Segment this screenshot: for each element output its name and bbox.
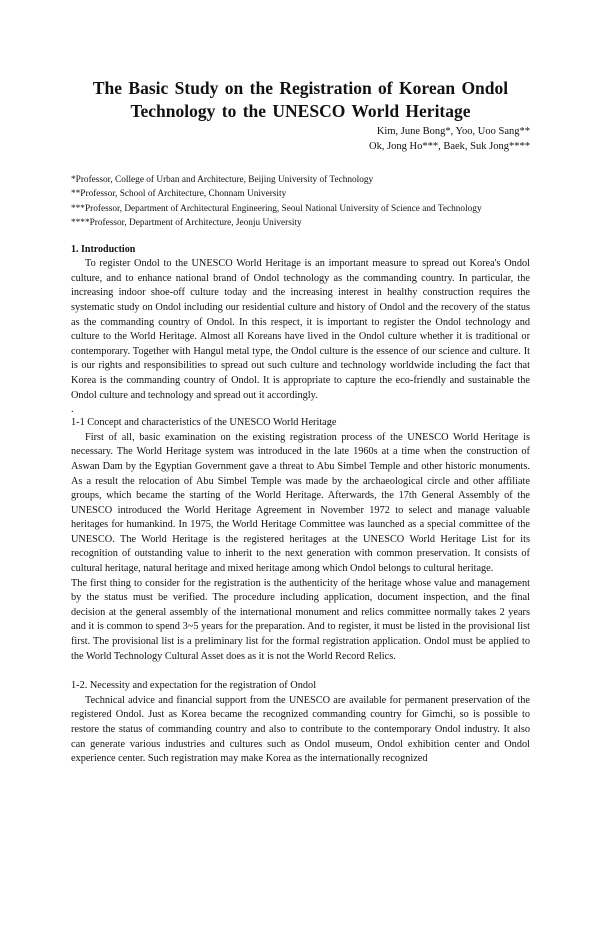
stray-dot: . xyxy=(71,404,74,416)
author-list xyxy=(71,124,530,154)
section-1-1-heading: 1-1 Concept and characteristics of the UNESCO World Heritage xyxy=(71,417,337,429)
section-gap xyxy=(71,664,530,679)
section-1-2-paragraph-1: Technical advice and financial support from the UNESCO are available for permanent preservation of the registered Ondol. Just as Korea became the recognized commanding country for Gimchi, so is possible to restore the status of commanding country and also to contribute to the contemporary Ondol industry. It also can generate various industries and cultures such as Ondol museum, Ondol exhibition center and Ondol experience center. Such registration may make Korea as the internationally recognized xyxy=(71,694,530,765)
title-line-1: The Basic Study on the Registration of Korean Ondol xyxy=(92,78,509,98)
section-1-1-paragraph-2: The first thing to consider for the registration is the authenticity of the heritage whose value and management by the status must be verified. The procedure including application, document inspection, and the final decision at the general assembly of the international monument and relics committee normally takes 2 years and it is common to spend 3~5 years for the preparation. And to register, it must be listed in the provisional list first. The provisional list is a preliminary list for the formal registration application. Ondol must be applied to the World Technology Cultural Asset does as it is not the World Record Relics. xyxy=(71,577,530,662)
paper-title xyxy=(71,77,530,123)
authors-line-1: Kim, June Bong*, Yoo, Uoo Sang** xyxy=(376,126,530,137)
affiliation-1: *Professor, College of Urban and Architecture, Beijing University of Technology xyxy=(71,175,374,185)
section-1-heading: 1. Introduction xyxy=(71,244,136,256)
affiliation-list xyxy=(71,173,530,230)
affiliation-3: ***Professor, Department of Architectural Engineering, Seoul National University of Science and Technology xyxy=(71,203,482,214)
title-line-2: Technology to the UNESCO World Heritage xyxy=(130,101,471,121)
authors-line-2: Ok, Jong Ho***, Baek, Suk Jong**** xyxy=(368,141,530,152)
paper-page xyxy=(0,77,600,925)
affiliation-4: ****Professor, Department of Architecture, Jeonju University xyxy=(71,217,302,228)
section-1-2-heading: 1-2. Necessity and expectation for the registration of Ondol xyxy=(71,680,317,692)
section-1-1-paragraph-1: First of all, basic examination on the existing registration process of the UNESCO World Heritage is necessary. The World Heritage system was introduced in the late 1960s at a time when the construction of Aswan Dam by the Egyptian Government gave a threat to Abu Simbel Temple and other historic monuments. As a result the relocation of Abu Simbel Temple was made by the archaeological circle and other affiliate groups, which became the starting of the World Heritage. Afterwards, the 17th General Assembly of the UNESCO introduced the World Heritage Agreement in November 1972 to select and manage valuable heritages for humankind. In 1975, the World Heritage Committee was launched as a special committee of the UNESCO. The World Heritage is the registered heritages at the UNESCO World Heritage List for its recognition of outstanding value to inherit to the next generation with common preservation. It consists of cultural heritage, natural heritage and mixed heritage among which Ondol belongs to cultural heritage. xyxy=(71,431,530,575)
intro-paragraph: To register Ondol to the UNESCO World Heritage is an important measure to spread out Korea's Ondol culture, and to enhance national brand of Ondol technology as the commanding country. In particular, the increasing indoor shoe-off culture today and the increasing interest in healthy construction requires the systematic study on Ondol including our residential culture and history of Ondol and the recovery of the status as the commanding country of Ondol. In this respect, it is important to register the Ondol technology and culture to the World Heritage. Almost all Koreans have lived in the Ondol culture whether it is traditional or contemporary. Together with Hangul metal type, the Ondol culture is the essence of our science and culture. It is our rights and responsibilities to spread out such culture and technology worldwide including the fact that Korea is the commanding country of Ondol. It is appropriate to capture the eco-friendly and sustainable the Ondol culture and technology and spread out it accordingly. xyxy=(71,258,530,401)
affiliation-2: **Professor, School of Architecture, Chonnam University xyxy=(71,189,287,200)
